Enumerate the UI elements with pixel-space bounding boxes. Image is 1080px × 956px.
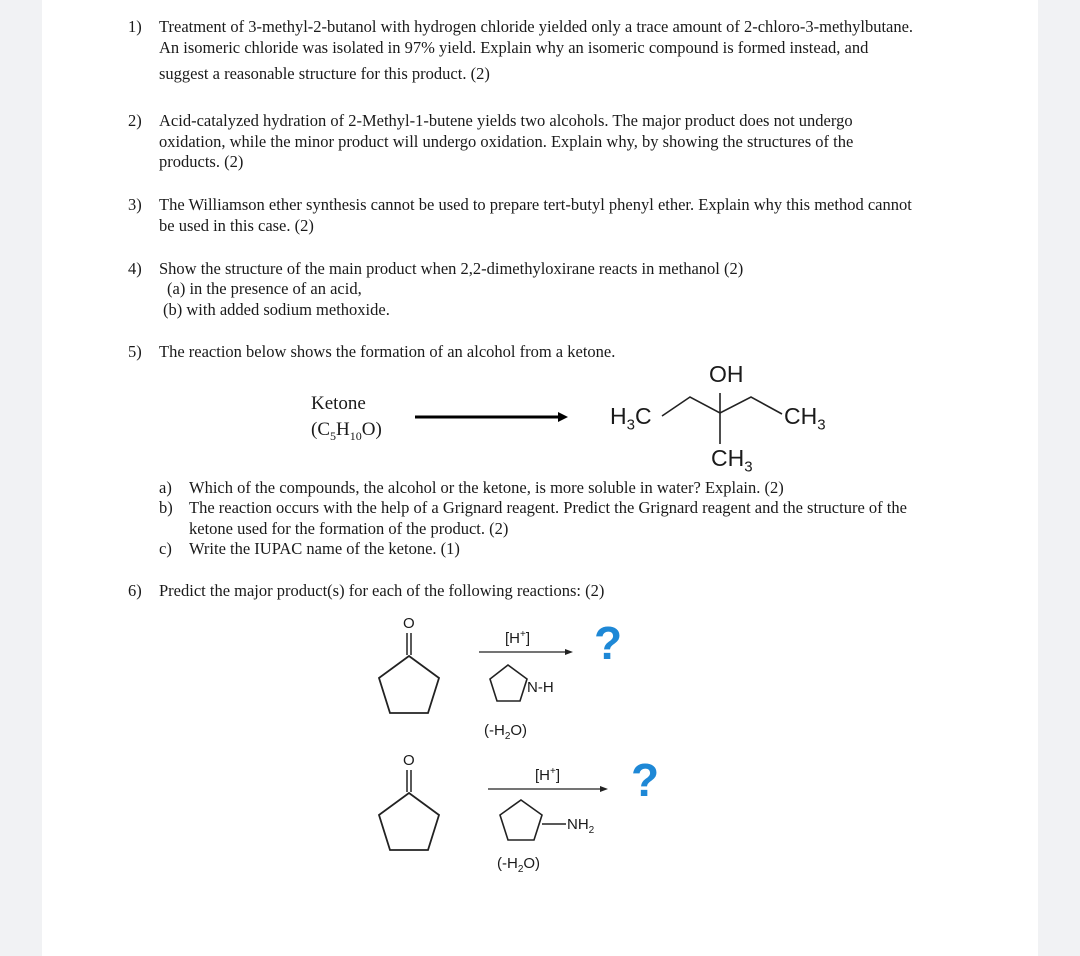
carbonyl-oxygen-1: O xyxy=(403,615,415,632)
cyclopentanone-ring-1 xyxy=(379,656,439,713)
question-4-number: 4) xyxy=(128,259,142,278)
alcohol-skeleton-bonds xyxy=(662,397,782,416)
reaction-arrow-head xyxy=(558,412,568,422)
question-2-line-2: oxidation, while the minor product will undergo oxidation. Explain why, by showing the structures of the xyxy=(159,132,854,151)
q5-part-a-label: a) xyxy=(159,478,172,497)
acid-catalyst-1: [H+] xyxy=(505,629,531,647)
question-6-line-1: Predict the major product(s) for each of the following reactions: (2) xyxy=(159,581,605,600)
question-1-number: 1) xyxy=(128,17,142,36)
cyclopentylamine-ring xyxy=(500,800,542,840)
question-2-number: 2) xyxy=(128,111,142,130)
question-4-part-b: (b) with added sodium methoxide. xyxy=(163,300,390,319)
question-1-line-1: Treatment of 3-methyl-2-butanol with hydrogen chloride yielded only a trace amount of 2-chloro-3-methylbutane. xyxy=(159,17,914,36)
amine-nh2-label: $NH_2$ xyxy=(567,816,595,836)
question-2-line-1: Acid-catalyzed hydration of 2-Methyl-1-butene yields two alcohols. The major product does not undergo xyxy=(159,111,853,130)
product-h3c-label: $H_3C$ xyxy=(610,403,652,434)
ketone-label: Ketone xyxy=(311,393,366,414)
q5-part-b-text-2: ketone used for the formation of the product. (2) xyxy=(189,519,509,538)
carbonyl-oxygen-2: O xyxy=(403,752,415,769)
question-5-line-1: The reaction below shows the formation of an alcohol from a ketone. xyxy=(159,342,616,361)
question-3-line-2: be used in this case. (2) xyxy=(159,216,314,235)
reaction-arrow-2-head xyxy=(600,786,608,792)
q5-part-a-text: Which of the compounds, the alcohol or the ketone, is more soluble in water? Explain. (2) xyxy=(189,478,784,497)
q5-part-c-label: c) xyxy=(159,539,172,558)
q5-part-c-text: Write the IUPAC name of the ketone. (1) xyxy=(189,539,460,558)
question-1-line-2: An isomeric chloride was isolated in 97% yield. Explain why an isomeric compound is formed instead, and xyxy=(159,38,869,57)
question-3-line-1: The Williamson ether synthesis cannot be used to prepare tert-butyl phenyl ether. Explain why this method cannot xyxy=(159,195,912,214)
question-4-line-1: Show the structure of the main product when 2,2-dimethyloxirane reacts in methanol (2) xyxy=(159,259,744,278)
cyclopentanone-ring-2 xyxy=(379,793,439,850)
product-oh-label: OH xyxy=(709,361,744,387)
question-5-number: 5) xyxy=(128,342,142,361)
question-3-number: 3) xyxy=(128,195,142,214)
product-ch3-bottom-label: $CH_3$ xyxy=(711,445,753,476)
question-1-line-3: suggest a reasonable structure for this product. (2) xyxy=(159,64,490,83)
q5-part-b-text-1: The reaction occurs with the help of a Grignard reagent. Predict the Grignard reagent and the structure of the xyxy=(189,498,907,517)
unknown-product-1: ? xyxy=(594,617,623,669)
ketone-formula: $(C_5H_{10}O)$ xyxy=(311,419,382,443)
reaction-arrow-1-head xyxy=(565,649,573,655)
q5-part-b-label: b) xyxy=(159,498,173,517)
question-2-line-3: products. (2) xyxy=(159,152,244,171)
product-ch3-right-label: $CH_3$ xyxy=(784,403,826,434)
pyrrolidine-ring xyxy=(490,665,527,701)
unknown-product-2: ? xyxy=(631,754,660,806)
question-4-part-a: (a) in the presence of an acid, xyxy=(167,279,362,298)
acid-catalyst-2: [H+] xyxy=(535,766,561,784)
question-6-number: 6) xyxy=(128,581,142,600)
water-removed-2: $(-H_2O)$ xyxy=(497,855,541,875)
pyrrolidine-nh-label: N-H xyxy=(527,679,554,696)
water-removed-1: $(-H_2O)$ xyxy=(484,722,528,742)
